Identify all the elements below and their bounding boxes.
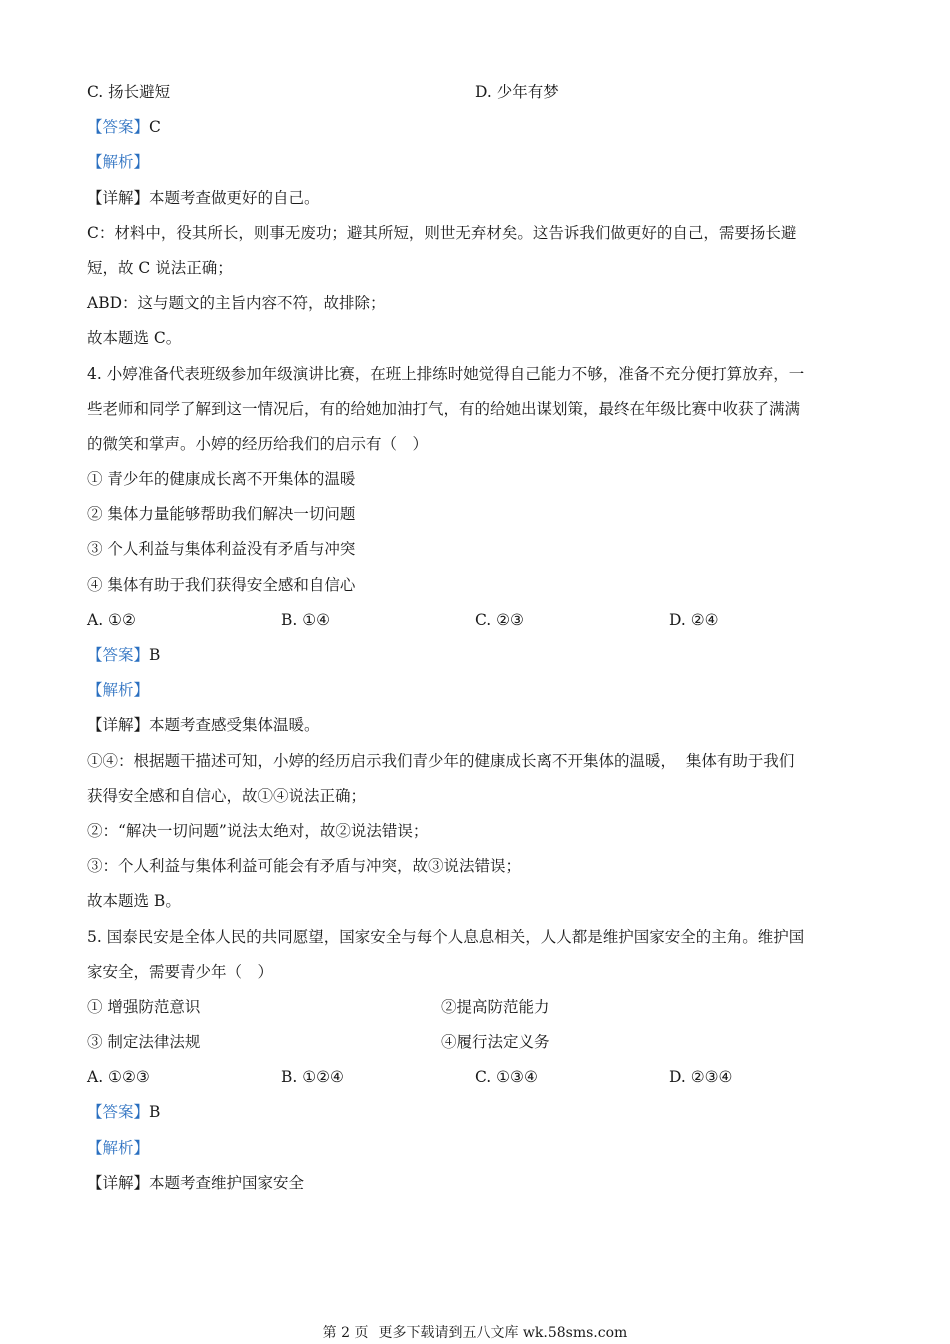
page-footer xyxy=(0,1322,950,1342)
q4-option-d: D. ②④ xyxy=(669,610,719,629)
q5-item-3: ③ 制定法律法规 xyxy=(87,1033,201,1052)
q3-option-c: C. 扬长避短 xyxy=(87,83,171,101)
answer-tag: 【答案】 xyxy=(87,646,150,664)
q4-explanation-2: 获得安全感和自信心，故①④说法正确； xyxy=(87,786,367,805)
q3-explanation-abd: ABD：这与题文的主旨内容不符，故排除； xyxy=(87,294,386,313)
q4-options-row xyxy=(87,606,863,641)
q4-explanation-1: ①④：根据题干描述可知，小婷的经历启示我们青少年的健康成长离不开集体的温暖， 集体有助于我们 xyxy=(87,751,795,770)
q5-stem-1: 5. 国泰民安是全体人民的共同愿望，国家安全与每个人息息相关，人人都是维护国家安全的主角。维护国 xyxy=(87,927,805,946)
q5-item-4: ④履行法定义务 xyxy=(441,1033,550,1052)
q4-stem-1: 4. 小婷准备代表班级参加年级演讲比赛，在班上排练时她觉得自己能力不够，准备不充分便打算放弃，一 xyxy=(87,364,805,383)
q5-option-d: D. ②③④ xyxy=(669,1068,733,1087)
q3-analysis-tag: 【解析】 xyxy=(87,153,150,172)
q5-options-row xyxy=(87,1063,863,1098)
q4-option-b: B. ①④ xyxy=(281,610,331,629)
q5-items-row-2 xyxy=(87,1028,863,1063)
q4-analysis-tag: 【解析】 xyxy=(87,681,150,700)
q4-item-3: ③ 个人利益与集体利益没有矛盾与冲突 xyxy=(87,540,356,559)
q5-detail xyxy=(87,1169,863,1204)
footer-promo: 更多下载请到五八文库 wk.58sms.com xyxy=(378,1325,628,1341)
q4-conclusion: 故本题选 B。 xyxy=(87,892,181,911)
q3-explanation-c-2: 短，故 C 说法正确； xyxy=(87,258,233,277)
q4-item-1: ① 青少年的健康成长离不开集体的温暖 xyxy=(87,470,356,489)
q5-answer xyxy=(87,1098,863,1133)
detail-tag: 【详解】 xyxy=(87,716,150,735)
q3-explanation-c-1: C：材料中，役其所长，则事无废功；避其所短，则世无弃材矣。这告诉我们做更好的自己，需要扬长避 xyxy=(87,223,797,242)
q3-options-row xyxy=(87,78,863,113)
q3-option-d: D. 少年有梦 xyxy=(475,83,559,101)
q4-item-2: ② 集体力量能够帮助我们解决一切问题 xyxy=(87,505,356,524)
q4-option-c: C. ②③ xyxy=(475,610,524,629)
detail-tag: 【详解】 xyxy=(87,188,150,207)
q4-stem-3: 的微笑和掌声。小婷的经历给我们的启示有（ ） xyxy=(87,434,429,453)
q5-item-1: ① 增强防范意识 xyxy=(87,997,201,1016)
document-body xyxy=(87,78,863,1204)
q3-conclusion: 故本题选 C。 xyxy=(87,329,182,348)
detail-intro: 本题考查做更好的自己。 xyxy=(149,188,320,207)
q5-analysis-tag: 【解析】 xyxy=(87,1138,150,1157)
q5-option-b: B. ①②④ xyxy=(281,1068,344,1087)
q5-option-a: A. ①②③ xyxy=(87,1068,150,1087)
q3-detail xyxy=(87,184,863,219)
q4-answer xyxy=(87,641,863,676)
q5-items-row-1 xyxy=(87,993,863,1028)
q4-item-4: ④ 集体有助于我们获得安全感和自信心 xyxy=(87,575,356,594)
q4-stem-2: 些老师和同学了解到这一情况后，有的给她加油打气，有的给她出谋划策，最终在年级比赛中收获了满满 xyxy=(87,399,801,418)
q4-option-a: A. ①② xyxy=(87,610,136,629)
detail-tag: 【详解】 xyxy=(87,1173,150,1192)
answer-tag: 【答案】 xyxy=(87,118,150,137)
q4-detail xyxy=(87,711,863,746)
q5-option-c: C. ①③④ xyxy=(475,1068,538,1087)
q4-explanation-3: ②：“解决一切问题”说法太绝对，故②说法错误； xyxy=(87,821,429,840)
page-number: 第 2 页 xyxy=(322,1325,369,1341)
answer-value: B xyxy=(149,646,161,664)
q5-item-2: ②提高防范能力 xyxy=(441,997,550,1016)
answer-value: B xyxy=(149,1103,161,1122)
q3-answer xyxy=(87,113,863,148)
answer-value: C xyxy=(149,118,161,137)
detail-intro: 本题考查感受集体温暖。 xyxy=(149,716,320,735)
q5-stem-2: 家安全，需要青少年（ ） xyxy=(87,962,274,981)
detail-intro: 本题考查维护国家安全 xyxy=(149,1173,305,1192)
answer-tag: 【答案】 xyxy=(87,1103,150,1122)
q4-explanation-4: ③：个人利益与集体利益可能会有矛盾与冲突，故③说法错误； xyxy=(87,857,522,876)
